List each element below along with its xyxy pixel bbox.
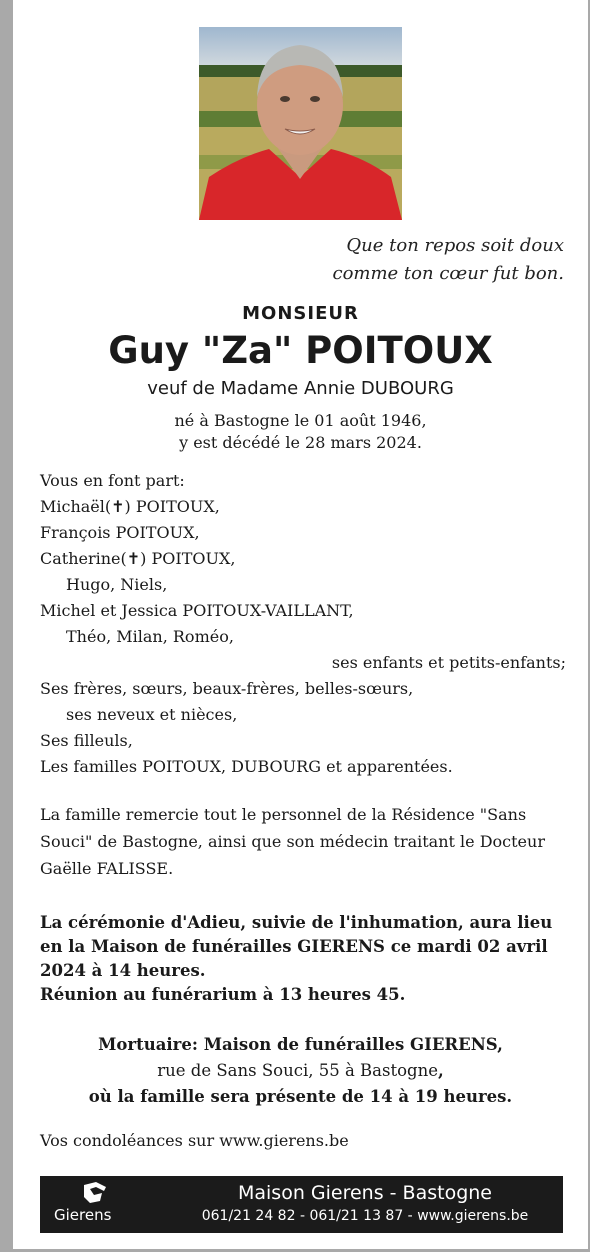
family-line: ses enfants et petits-enfants;	[331, 653, 566, 672]
family-line: Ses frères, sœurs, beaux-frères, belles-sœurs,	[40, 679, 414, 698]
quote-line: comme ton cœur fut bon.	[332, 263, 564, 284]
ceremony-line: La cérémonie d'Adieu, suivie de l'inhumation, aura lieu en la Maison de funérailles GIERENS ce mardi 02 avril 2024 à 14 heures.	[40, 913, 553, 980]
family-intro: Vous en font part:	[40, 471, 185, 490]
banner-title: Maison Gierens - Bastogne	[237, 1182, 492, 1204]
family-line: François POITOUX,	[40, 523, 200, 542]
mortuary-details	[13, 1032, 588, 1110]
family-line: ses neveux et nièces,	[66, 705, 238, 724]
family-list	[40, 468, 570, 780]
ceremony-line: Réunion au funérarium à 13 heures 45.	[40, 985, 406, 1004]
birth-line: né à Bastogne le 01 août 1946,	[174, 411, 427, 430]
spouse-line: veuf de Madame Annie DUBOURG	[147, 378, 454, 399]
funeral-home-banner	[40, 1176, 563, 1233]
deceased-name: Guy "Za" POITOUX	[108, 329, 493, 372]
birth-death-dates	[13, 410, 588, 454]
thanks-paragraph: La famille remercie tout le personnel de la Résidence "Sans Souci" de Bastogne, ainsi que son médecin traitant le Docteur Gaëlle FALISSE.	[40, 805, 545, 878]
mortuary-address	[13, 1058, 588, 1084]
death-line: y est décédé le 28 mars 2024.	[179, 433, 422, 452]
family-line: Catherine(✝) POITOUX,	[40, 549, 236, 568]
banner-contacts: 061/21 24 82 - 061/21 13 87 - www.gierens.be	[201, 1208, 529, 1224]
memorial-quote	[333, 232, 565, 288]
family-line: Hugo, Niels,	[66, 575, 168, 594]
honorific: MONSIEUR	[242, 303, 359, 324]
ceremony-details	[40, 911, 570, 1007]
mortuary-line: où la famille sera présente de 14 à 19 heures.	[88, 1087, 513, 1106]
family-line: Michel et Jessica POITOUX-VAILLANT,	[40, 601, 354, 620]
mortuary-address-text: rue de Sans Souci, 55 à Bastogne	[157, 1061, 438, 1080]
family-line: Théo, Milan, Roméo,	[66, 627, 234, 646]
family-line: Les familles POITOUX, DUBOURG et apparentées.	[40, 757, 453, 776]
condolences-link-text: Vos condoléances sur www.gierens.be	[40, 1131, 349, 1150]
mortuary-address-comma: ,	[437, 1061, 444, 1080]
family-line: Ses filleuls,	[40, 731, 133, 750]
logo-wordmark: Gierens	[54, 1206, 112, 1224]
portrait-photo	[199, 27, 402, 220]
quote-line: Que ton repos soit doux	[346, 235, 564, 256]
mortuary-line: Mortuaire: Maison de funérailles GIERENS,	[98, 1035, 503, 1054]
family-line: Michaël(✝) POITOUX,	[40, 497, 220, 516]
